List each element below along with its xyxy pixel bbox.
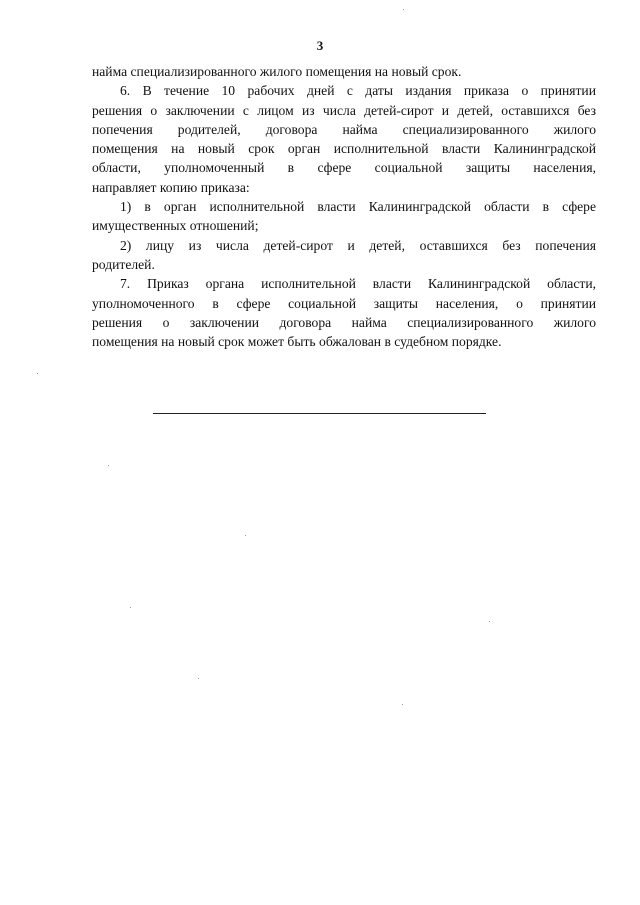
scan-speck — [245, 535, 246, 536]
scan-speck — [108, 465, 109, 466]
text-line: решения о заключении с лицом из числа детей-сирот и детей, оставшихся без — [92, 102, 596, 118]
text-line: попечения родителей, договора найма специализированного жилого — [92, 121, 596, 137]
text-line: направляет копию приказа: — [92, 179, 250, 195]
scan-speck — [130, 607, 131, 608]
scan-speck — [403, 9, 404, 10]
text-line: помещения на новый срок орган исполнительной власти Калининградской — [92, 141, 596, 157]
scan-speck — [198, 678, 199, 679]
text-line: 7. Приказ органа исполнительной власти Калининградской области, — [120, 276, 596, 292]
scan-speck — [489, 621, 490, 622]
text-line: родителей. — [92, 256, 155, 272]
text-line: области, уполномоченный в сфере социальной защиты населения, — [92, 160, 596, 176]
text-line: найма специализированного жилого помещения на новый срок. — [92, 64, 462, 79]
scan-speck — [402, 704, 403, 705]
text-line: 2) лицу из числа детей-сирот и детей, оставшихся без попечения — [120, 237, 596, 253]
document-body-text — [92, 62, 596, 351]
page-number: 3 — [316, 38, 324, 53]
text-line: решения о заключении договора найма специализированного жилого — [92, 314, 596, 330]
scan-speck — [37, 373, 38, 374]
end-of-text-separator — [153, 413, 486, 414]
text-line: 1) в орган исполнительной власти Калининградской области в сфере — [120, 199, 596, 215]
text-line: помещения на новый срок может быть обжалован в судебном порядке. — [92, 334, 502, 350]
text-line: 6. В течение 10 рабочих дней с даты издания приказа о принятии — [120, 83, 596, 99]
text-line: имущественных отношений; — [92, 218, 259, 234]
text-line: уполномоченного в сфере социальной защиты населения, о принятии — [92, 295, 596, 311]
